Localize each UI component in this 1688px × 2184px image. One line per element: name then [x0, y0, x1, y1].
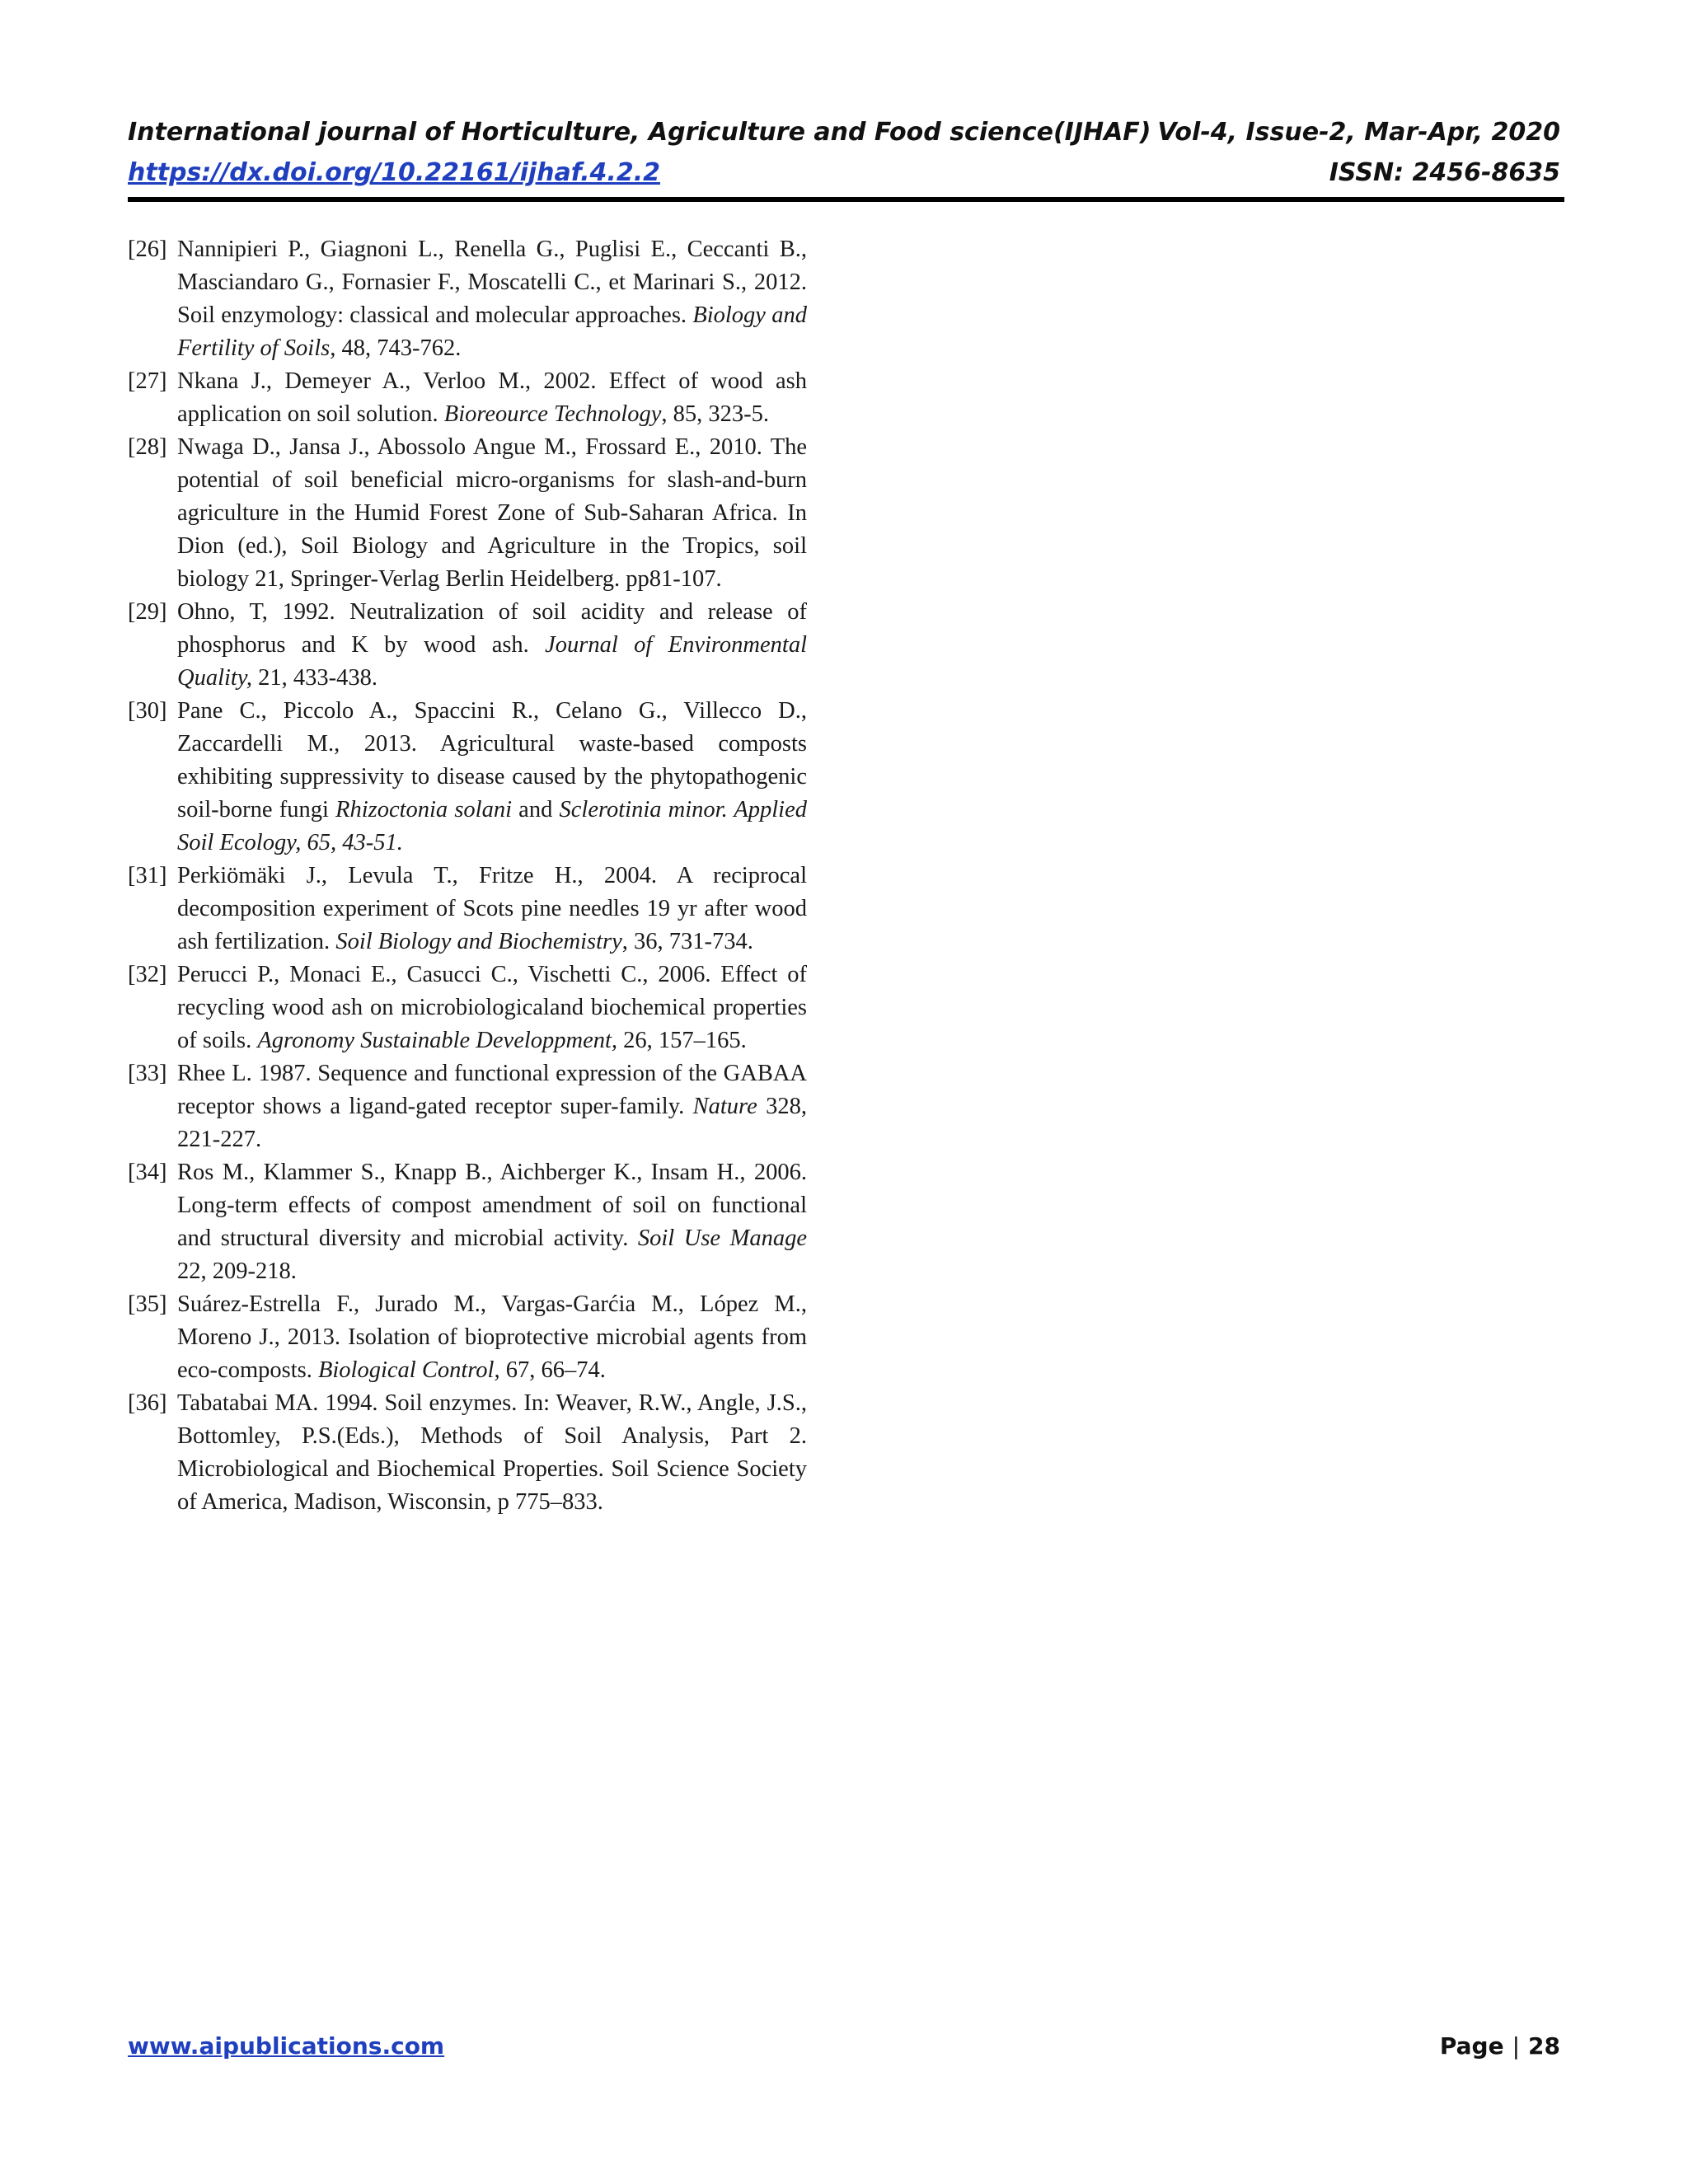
reference-segment: Nkana J., Demeyer A., Verloo M., 2002. Effect of wood ash application on soil solution. — [177, 368, 807, 427]
page-separator: | — [1512, 2032, 1521, 2060]
reference-number: [30] — [128, 698, 167, 724]
reference-text — [177, 1057, 807, 1156]
reference-number: [28] — [128, 434, 167, 460]
reference-number: [36] — [128, 1390, 167, 1416]
reference-italic-segment: Soil Biology and Biochemistry — [335, 929, 622, 954]
reference-segment: Rhee L. 1987. Sequence and functional expression of the GABAA receptor shows a ligand-gated receptor super-family. — [177, 1061, 807, 1119]
reference-text — [177, 860, 807, 958]
reference-segment: 48, 743-762. — [335, 335, 462, 361]
reference-segment: and — [512, 797, 560, 823]
header-rule — [128, 197, 1564, 202]
page-number: 28 — [1528, 2032, 1560, 2060]
reference-italic-segment: Sclerotinia minor. Applied Soil Ecology, 65, 43-51. — [177, 797, 808, 855]
reference-number: [34] — [128, 1160, 167, 1185]
reference-text — [177, 596, 807, 695]
reference-segment: 21, 433-438. — [252, 665, 378, 691]
reference-italic-segment: Bioreource Technology — [443, 401, 662, 427]
reference-segment: Ros M., Klammer S., Knapp B., Aichberger K., Insam H., 2006. Long-term effects of compost amendment of soil on functional and structural diversity and microbial activity. — [177, 1160, 807, 1251]
reference-item — [128, 431, 807, 596]
running-header — [128, 118, 1560, 147]
reference-segment: 67, 66–74. — [499, 1357, 606, 1383]
reference-item — [128, 695, 807, 860]
reference-segment: Perkiömäki J., Levula T., Fritze H., 2004. A reciprocal decomposition experiment of Scots pine needles 19 yr after wood ash fertilization. — [177, 863, 807, 954]
reference-italic-segment: Biological Control, — [317, 1357, 500, 1383]
reference-segment: Suárez-Estrella F., Jurado M., Vargas-Garćia M., López M., Moreno J., 2013. Isolation of bioprotective microbial agents from eco-composts. — [177, 1291, 807, 1383]
reference-segment: Nwaga D., Jansa J., Abossolo Angue M., Frossard E., 2010. The potential of soil beneficial micro-organisms for slash-and-burn agriculture in the Humid Forest Zone of Sub-Saharan Africa. In Dion (ed.), Soil Biology and Agriculture in the Tropics, soil biology 21, Springer-Verlag Berlin Heidelberg. pp81-107. — [177, 434, 807, 592]
reference-segment: 26, 157–165. — [617, 1028, 747, 1053]
volume-issue: Vol-4, Issue-2, Mar-Apr, 2020 — [1157, 118, 1560, 147]
reference-segment: Ohno, T, 1992. Neutralization of soil acidity and release of phosphorus and K by wood ash. — [177, 599, 807, 658]
reference-item — [128, 1288, 807, 1387]
reference-number: [27] — [128, 368, 167, 394]
reference-italic-segment: Biology and Fertility of Soils, — [177, 302, 807, 361]
reference-text — [177, 233, 807, 365]
reference-item — [128, 233, 807, 365]
reference-text — [177, 695, 807, 860]
reference-text — [177, 958, 807, 1057]
page-indicator — [1440, 2032, 1560, 2060]
reference-number: [33] — [128, 1061, 167, 1086]
reference-item — [128, 596, 807, 695]
reference-item — [128, 365, 807, 431]
reference-segment: , 36, 731-734. — [621, 929, 753, 954]
issn: ISSN: 2456-8635 — [1329, 158, 1560, 187]
reference-italic-segment: Soil Use Manage — [637, 1226, 807, 1251]
reference-text — [177, 1288, 807, 1387]
page-footer — [128, 2032, 1560, 2060]
website-link[interactable]: www.aipublications.com — [128, 2032, 445, 2060]
reference-segment: Nannipieri P., Giagnoni L., Renella G., Puglisi E., Ceccanti B., Masciandaro G., Fornasier F., Moscatelli C., et Marinari S., 2012. Soil enzymology: classical and molecular approaches. — [177, 237, 807, 328]
reference-segment: , 85, 323-5. — [661, 401, 769, 427]
reference-segment: 328, 221-227. — [177, 1094, 807, 1152]
reference-number: [26] — [128, 237, 167, 262]
reference-segment: Perucci P., Monaci E., Casucci C., Vischetti C., 2006. Effect of recycling wood ash on microbiologicaland biochemical properties of soils. — [177, 962, 807, 1053]
reference-item — [128, 1156, 807, 1288]
reference-number: [29] — [128, 599, 167, 625]
reference-number: [35] — [128, 1291, 167, 1317]
journal-title: International journal of Horticulture, Agriculture and Food science(IJHAF) — [128, 118, 1151, 147]
reference-number: [31] — [128, 863, 167, 888]
reference-text — [177, 365, 807, 431]
reference-text — [177, 431, 807, 596]
doi-link[interactable]: https://dx.doi.org/10.22161/ijhaf.4.2.2 — [128, 158, 660, 187]
reference-item — [128, 860, 807, 958]
reference-segment: Pane C., Piccolo A., Spaccini R., Celano G., Villecco D., Zaccardelli M., 2013. Agricultural waste-based composts exhibiting suppressivity to disease caused by the phytopathogenic soil-borne fungi — [177, 698, 807, 823]
reference-italic-segment: Journal of Environmental Quality, — [177, 632, 807, 691]
reference-list — [128, 233, 807, 1519]
reference-text — [177, 1387, 807, 1519]
reference-italic-segment: Agronomy Sustainable Developpment, — [257, 1028, 618, 1053]
reference-item — [128, 1057, 807, 1156]
reference-text — [177, 1156, 807, 1288]
reference-item — [128, 958, 807, 1057]
running-header-line-2 — [128, 158, 1560, 187]
reference-number: [32] — [128, 962, 167, 987]
reference-italic-segment: Rhizoctonia solani — [335, 797, 513, 823]
page-label: Page — [1439, 2032, 1504, 2060]
reference-segment: 22, 209-218. — [177, 1258, 297, 1284]
reference-italic-segment: Nature — [692, 1094, 757, 1119]
reference-segment: Tabatabai MA. 1994. Soil enzymes. In: Weaver, R.W., Angle, J.S., Bottomley, P.S.(Eds.), Methods of Soil Analysis, Part 2. Microbiological and Biochemical Properties. Soil Science Society of America, Madison, Wisconsin, p 775–833. — [177, 1390, 807, 1515]
reference-item — [128, 1387, 807, 1519]
